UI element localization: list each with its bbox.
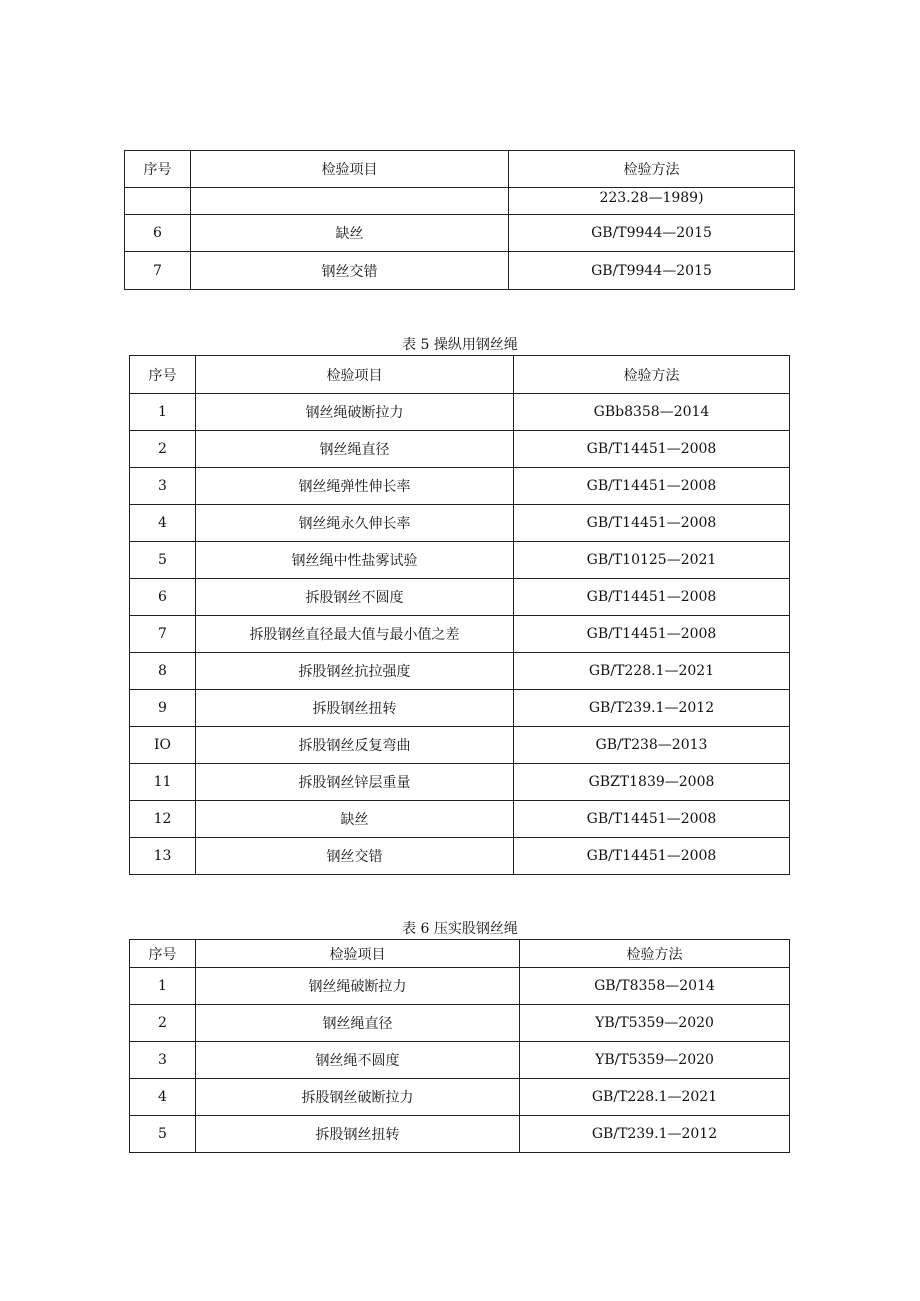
row-item: 钢丝绳破断拉力 bbox=[196, 968, 520, 1005]
table-5-caption: 表 5 操纵用钢丝绳 bbox=[402, 337, 518, 353]
row-method: GB/T228.1—2021 bbox=[514, 653, 790, 690]
table-row bbox=[130, 1116, 790, 1153]
table-row bbox=[130, 468, 790, 505]
row-item: 钢丝绳直径 bbox=[196, 431, 514, 468]
table-row bbox=[130, 764, 790, 801]
row-method: GB/T239.1—2012 bbox=[514, 690, 790, 727]
table-row bbox=[130, 431, 790, 468]
table-row bbox=[130, 801, 790, 838]
table-row bbox=[130, 579, 790, 616]
table-row bbox=[125, 215, 795, 252]
header-index: 序号 bbox=[125, 151, 191, 188]
row-item: 拆股钢丝扭转 bbox=[196, 690, 514, 727]
table-row bbox=[130, 727, 790, 764]
table-header-row bbox=[125, 151, 795, 188]
row-item bbox=[191, 188, 509, 215]
row-index: 2 bbox=[130, 1005, 196, 1042]
row-method: YB/T5359—2020 bbox=[520, 1005, 790, 1042]
header-item: 检验项目 bbox=[196, 940, 520, 968]
row-item: 钢丝绳直径 bbox=[196, 1005, 520, 1042]
row-item: 拆股钢丝抗拉强度 bbox=[196, 653, 514, 690]
row-method: GB/T238—2013 bbox=[514, 727, 790, 764]
row-index: 9 bbox=[130, 690, 196, 727]
table-row bbox=[130, 1079, 790, 1116]
row-index: 1 bbox=[130, 394, 196, 431]
row-index: 6 bbox=[125, 215, 191, 252]
row-item: 钢丝交错 bbox=[196, 838, 514, 875]
row-item: 钢丝绳破断拉力 bbox=[196, 394, 514, 431]
row-method: GB/T14451—2008 bbox=[514, 801, 790, 838]
row-item: 钢丝绳中性盐雾试验 bbox=[196, 542, 514, 579]
table-5 bbox=[129, 355, 790, 875]
row-method: GB/T14451—2008 bbox=[514, 468, 790, 505]
row-method: GB/T228.1—2021 bbox=[520, 1079, 790, 1116]
row-method: GB/T9944—2015 bbox=[509, 215, 795, 252]
header-index: 序号 bbox=[130, 356, 196, 394]
table-row bbox=[130, 1042, 790, 1079]
continued-table bbox=[124, 150, 795, 290]
row-index: 4 bbox=[130, 505, 196, 542]
row-method: YB/T5359—2020 bbox=[520, 1042, 790, 1079]
row-item: 拆股钢丝不圆度 bbox=[196, 579, 514, 616]
row-index: IO bbox=[130, 727, 196, 764]
table-row bbox=[125, 188, 795, 215]
table-6 bbox=[129, 939, 790, 1153]
row-method: GB/T14451—2008 bbox=[514, 505, 790, 542]
row-method: GB/T14451—2008 bbox=[514, 579, 790, 616]
row-index: 1 bbox=[130, 968, 196, 1005]
row-item: 拆股钢丝破断拉力 bbox=[196, 1079, 520, 1116]
row-item: 拆股钢丝反复弯曲 bbox=[196, 727, 514, 764]
row-index bbox=[125, 188, 191, 215]
row-method: GB/T14451—2008 bbox=[514, 616, 790, 653]
table-header-row bbox=[130, 356, 790, 394]
header-item: 检验项目 bbox=[196, 356, 514, 394]
row-item: 钢丝交错 bbox=[191, 252, 509, 290]
table-row bbox=[130, 394, 790, 431]
row-method: GB/T9944—2015 bbox=[509, 252, 795, 290]
table-row bbox=[130, 968, 790, 1005]
row-method: GB/T14451—2008 bbox=[514, 838, 790, 875]
row-index: 2 bbox=[130, 431, 196, 468]
table-row bbox=[130, 653, 790, 690]
row-index: 7 bbox=[130, 616, 196, 653]
row-index: 3 bbox=[130, 1042, 196, 1079]
header-item: 检验项目 bbox=[191, 151, 509, 188]
table-row bbox=[130, 505, 790, 542]
table-row bbox=[130, 690, 790, 727]
row-index: 5 bbox=[130, 542, 196, 579]
row-method: GB/T8358—2014 bbox=[520, 968, 790, 1005]
table-row bbox=[130, 838, 790, 875]
header-index: 序号 bbox=[130, 940, 196, 968]
table-6-caption: 表 6 压实股钢丝绳 bbox=[402, 921, 518, 937]
row-index: 6 bbox=[130, 579, 196, 616]
row-item: 拆股钢丝锌层重量 bbox=[196, 764, 514, 801]
row-index: 8 bbox=[130, 653, 196, 690]
header-method: 检验方法 bbox=[514, 356, 790, 394]
row-method: GBb8358—2014 bbox=[514, 394, 790, 431]
table-header-row bbox=[130, 940, 790, 968]
row-index: 7 bbox=[125, 252, 191, 290]
row-index: 12 bbox=[130, 801, 196, 838]
row-item: 缺丝 bbox=[191, 215, 509, 252]
row-method: GB/T239.1—2012 bbox=[520, 1116, 790, 1153]
table-row bbox=[130, 542, 790, 579]
row-method: GB/T10125—2021 bbox=[514, 542, 790, 579]
row-item: 拆股钢丝扭转 bbox=[196, 1116, 520, 1153]
row-index: 5 bbox=[130, 1116, 196, 1153]
row-item: 钢丝绳弹性伸长率 bbox=[196, 468, 514, 505]
table-row bbox=[125, 252, 795, 290]
row-index: 3 bbox=[130, 468, 196, 505]
row-method: GB/T14451—2008 bbox=[514, 431, 790, 468]
header-method: 检验方法 bbox=[509, 151, 795, 188]
row-item: 钢丝绳永久伸长率 bbox=[196, 505, 514, 542]
header-method: 检验方法 bbox=[520, 940, 790, 968]
row-item: 钢丝绳不圆度 bbox=[196, 1042, 520, 1079]
row-method: 223.28—1989) bbox=[509, 188, 795, 215]
table-row bbox=[130, 1005, 790, 1042]
row-item: 缺丝 bbox=[196, 801, 514, 838]
row-item: 拆股钢丝直径最大值与最小值之差 bbox=[196, 616, 514, 653]
row-index: 4 bbox=[130, 1079, 196, 1116]
row-index: 11 bbox=[130, 764, 196, 801]
row-index: 13 bbox=[130, 838, 196, 875]
table-row bbox=[130, 616, 790, 653]
row-method: GBZT1839—2008 bbox=[514, 764, 790, 801]
